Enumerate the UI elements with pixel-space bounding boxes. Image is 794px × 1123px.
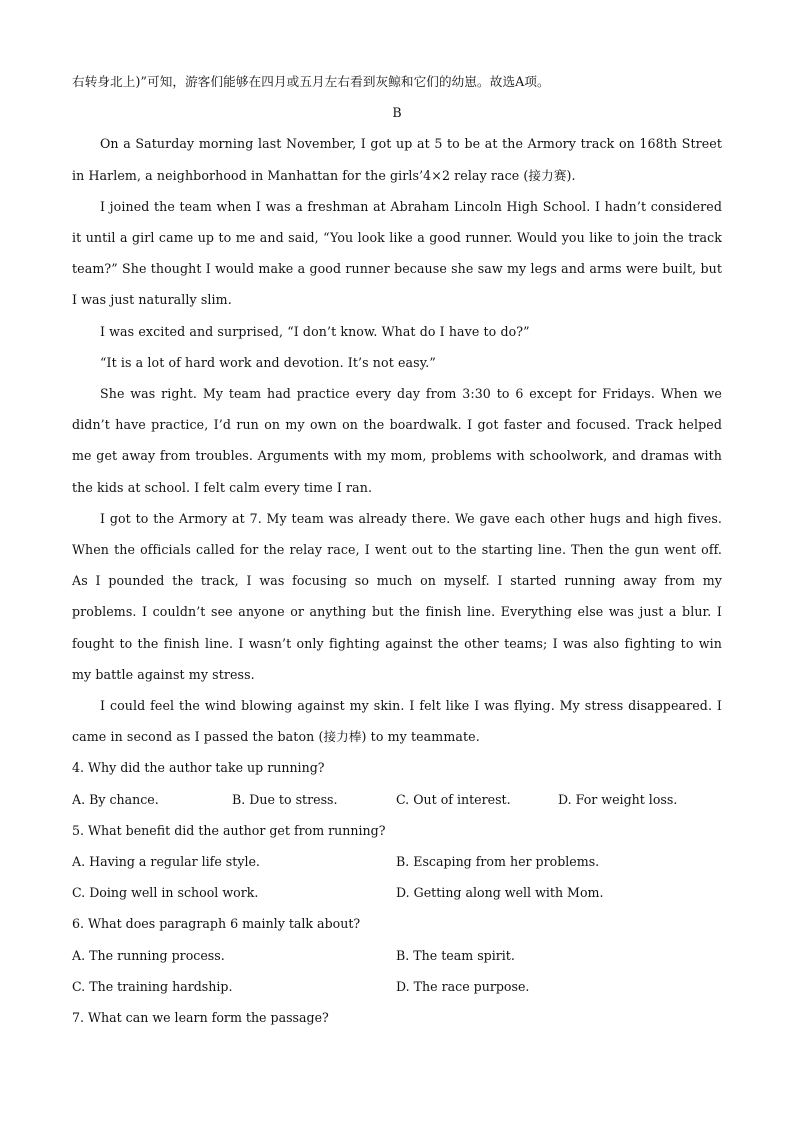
option-d: D. The race purpose. (396, 978, 530, 994)
intro-line: 右转身北上)”可知，游客们能够在四月或五月左右看到灰鲸和它们的幼崽。故选A项。 (72, 74, 550, 89)
option-d: D. Getting along well with Mom. (396, 885, 604, 901)
question-stem: 7. What can we learn form the passage? (72, 1010, 329, 1026)
passage-paragraph-5: She was right. My team had practice every day from 3:30 to 6 except for Fridays. When we didn’t have practice, I’d run on my own on the boardwalk. I got faster and focused. Track helped me get away from troubles. Arguments with my mom, problems with schoolwork, and dramas with the kids at school. I felt calm every time I ran. (72, 386, 722, 495)
option-c: C. The training hardship. (72, 978, 233, 994)
question-6 (72, 908, 722, 1002)
option-a: A. The running process. (72, 947, 225, 963)
option-c: C. Out of interest. (396, 791, 511, 807)
question-stem: 4. Why did the author take up running? (72, 760, 325, 776)
document-page (72, 66, 722, 1033)
passage-paragraph-4: “It is a lot of hard work and devotion. It’s not easy.” (100, 354, 436, 370)
question-stem: 5. What benefit did the author get from running? (72, 822, 386, 838)
option-row (72, 877, 722, 908)
section-label: B (392, 105, 402, 121)
question-5 (72, 815, 722, 909)
option-a: A. By chance. (72, 791, 159, 807)
passage-paragraph-1: On a Saturday morning last November, I got up at 5 to be at the Armory track on 168th Street in Harlem, a neighborhood in Manhattan for the girls’4×2 relay race (接力赛). (72, 136, 722, 183)
question-7 (72, 1002, 722, 1033)
question-stem: 6. What does paragraph 6 mainly talk about? (72, 916, 361, 932)
option-c: C. Doing well in school work. (72, 885, 259, 901)
option-b: B. The team spirit. (396, 947, 515, 963)
option-row (72, 971, 722, 1002)
option-row (72, 846, 722, 877)
passage-paragraph-6: I got to the Armory at 7. My team was already there. We gave each other hugs and high fives. When the officials called for the relay race, I went out to the starting line. Then the gun went off. As I pounded the track, I was focusing so much on myself. I started running away from my problems. I couldn’t see anyone or anything but the finish line. Everything else was just a blur. I fought to the finish line. I wasn’t only fighting against the other teams; I was also fighting to win my battle against my stress. (72, 510, 722, 682)
option-d: D. For weight loss. (558, 791, 678, 807)
passage-paragraph-7: I could feel the wind blowing against my skin. I felt like I was flying. My stress disappeared. I came in second as I passed the baton (接力棒) to my teammate. (72, 698, 722, 745)
option-b: B. Due to stress. (232, 791, 338, 807)
option-row (72, 784, 722, 815)
option-b: B. Escaping from her problems. (396, 854, 600, 870)
passage-paragraph-2: I joined the team when I was a freshman at Abraham Lincoln High School. I hadn’t considered it until a girl came up to me and said, “You look like a good runner. Would you like to join the track team?” She thought I would make a good runner because she saw my legs and arms were built, but I was just naturally slim. (72, 198, 722, 308)
option-a: A. Having a regular life style. (72, 854, 260, 870)
option-row (72, 940, 722, 971)
passage-paragraph-3: I was excited and surprised, “I don’t know. What do I have to do?” (100, 323, 530, 339)
question-4 (72, 752, 722, 814)
